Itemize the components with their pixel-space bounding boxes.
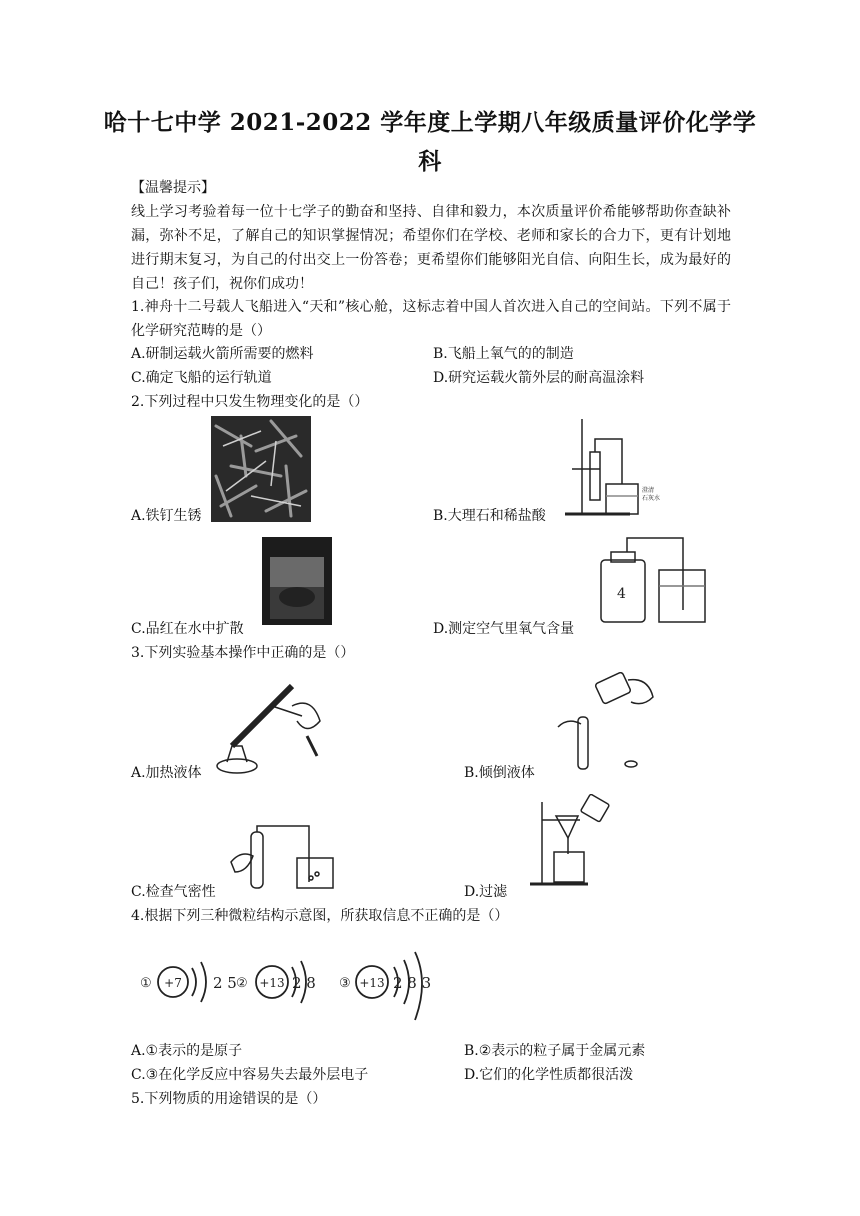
- svg-text:4: 4: [617, 586, 626, 602]
- rusty-nails-image: [211, 416, 311, 522]
- q4-option-c: C.③在化学反应中容易失去最外层电子: [131, 1067, 369, 1083]
- svg-text:石灰水: 石灰水: [642, 495, 661, 502]
- q4-option-b: B.②表示的粒子属于金属元素: [464, 1043, 646, 1059]
- particle-1-nucleus: +7: [164, 976, 182, 990]
- q5-stem: 5.下列物质的用途错误的是（）: [131, 1091, 327, 1107]
- airtightness-check-image: [227, 822, 347, 894]
- q2-option-c: C.品红在水中扩散: [131, 621, 244, 637]
- particle-3-label: ③: [339, 976, 351, 991]
- particle-2-label: ②: [236, 976, 248, 991]
- marble-acid-apparatus-image: [560, 414, 670, 522]
- particle-1-shells: 2 5: [213, 974, 237, 992]
- q1-option-d: D.研究运载火箭外层的耐高温涂料: [433, 370, 645, 386]
- q3-option-d: D.过滤: [464, 884, 508, 900]
- page-title-continued: 科: [418, 148, 442, 175]
- tip-body: 线上学习考验着每一位十七学子的勤奋和坚持、自律和毅力，本次质量评价希能够帮助你查缺补漏，弥补不足，了解自己的知识掌握情况；希望你们在学校、老师和家长的合力下，更有计划地进行期末复习，为自己的付出交上一份答卷；更希望你们能够阳光自信、向阳生长，成为最好的自己！孩子们，祝你们成功！: [131, 204, 731, 292]
- particle-3-nucleus: +13: [359, 976, 385, 990]
- q3-stem: 3.下列实验基本操作中正确的是（）: [131, 645, 355, 661]
- q2-option-a: A.铁钉生锈: [131, 508, 202, 524]
- filtration-image: [528, 794, 620, 888]
- q1-option-c: C.确定飞船的运行轨道: [131, 370, 272, 386]
- particle-2-shells: 2 8: [292, 974, 316, 992]
- dye-diffusion-image: [262, 537, 332, 625]
- q4-option-a: A.①表示的是原子: [131, 1043, 243, 1059]
- q2-option-b: B.大理石和稀盐酸: [433, 508, 546, 524]
- atomic-structure-diagram: [136, 940, 436, 1032]
- particle-3-shells: 2 8 3: [393, 974, 432, 992]
- q3-option-b: B.倾倒液体: [464, 765, 535, 781]
- particle-2-nucleus: +13: [259, 976, 285, 990]
- tip-header: 【温馨提示】: [131, 180, 215, 196]
- q4-stem: 4.根据下列三种微粒结构示意图，所获取信息不正确的是（）: [131, 908, 509, 924]
- q4-option-d: D.它们的化学性质都很活泼: [464, 1067, 634, 1083]
- page-title: 哈十七中学 2021-2022 学年度上学期八年级质量评价化学学: [103, 109, 757, 136]
- particle-1-label: ①: [140, 976, 152, 991]
- pouring-liquid-image: [553, 672, 673, 772]
- q1-option-a: A.研制运载火箭所需要的燃料: [131, 346, 314, 362]
- q3-option-c: C.检查气密性: [131, 884, 216, 900]
- oxygen-content-apparatus-image: [597, 530, 711, 626]
- svg-text:澄清: 澄清: [642, 487, 655, 494]
- q2-stem: 2.下列过程中只发生物理变化的是（）: [131, 394, 369, 410]
- q3-option-a: A.加热液体: [131, 765, 202, 781]
- q1-stem: 1.神舟十二号载人飞船进入“天和”核心舱，这标志着中国人首次进入自己的空间站。下列不属于化学研究范畴的是（）: [131, 299, 731, 339]
- q2-option-d: D.测定空气里氧气含量: [433, 621, 575, 637]
- q1-option-b: B.飞船上氧气的的制造: [433, 346, 574, 362]
- heating-liquid-image: [212, 676, 328, 776]
